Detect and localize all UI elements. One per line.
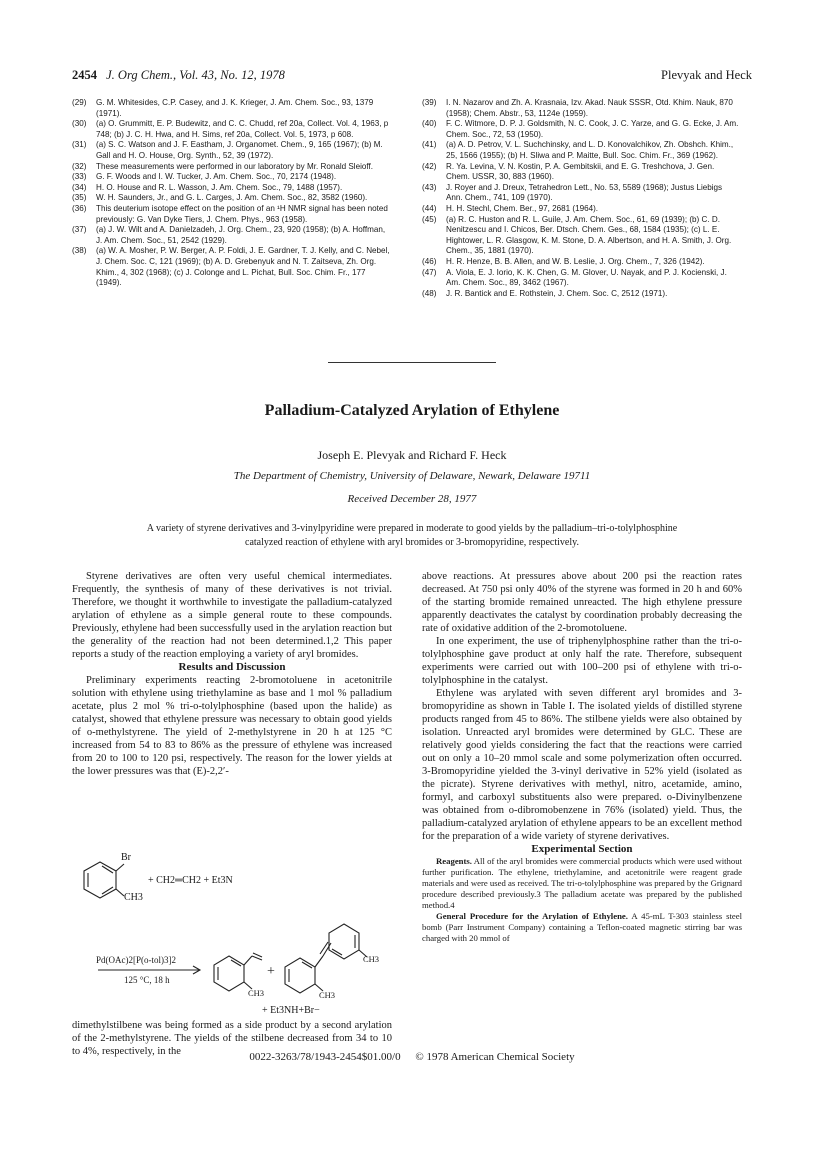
running-authors: Plevyak and Heck [661,68,752,82]
reference-item [72,225,390,246]
reference-item [422,257,740,268]
reference-item [72,246,390,288]
article-authors: Joseph E. Plevyak and Richard F. Heck [317,448,507,462]
body-column-left [72,570,392,778]
section-divider [328,362,496,363]
reference-number: (31) [72,140,87,150]
reference-item [422,289,740,300]
copyright-notice: © 1978 American Chemical Society [415,1051,575,1063]
reference-number: (30) [72,119,87,129]
results-paragraph-continued: dimethylstilbene was being formed as a side product by a second arylation of the 2-methylstyrene. The yields of the stilbene decreased from 34 to 10 to 4%, respectively, in the [72,1020,392,1057]
results-paragraph-4: Ethylene was arylated with seven different aryl bromides and 3-bromopyridine as shown in Table I. The isolated yields of distilled styrene products ranged from 45 to 86%. The stilbene yields were also obtained by isolation. Unreacted aryl bromides were determined by GLC. These are relatively good yields considering the fact that the reactions were carried out on only a 10–20 mmol scale and some polymerization often occurred. 3-Bromopyridine yielded the 3-vinyl derivative in 52% yield (isolated as the picrate). Styrene derivatives with methyl, nitro, acetamide, amino, formyl, and carboxyl substituents also were prepared. o-Divinylbenzene was obtained from o-dibromobenzene in 76% (isolated) yield. Thus, the palladium-catalyzed arylation of ethylene appears to be an excellent method for the preparation of a wide variety of styrene derivatives. [422,688,742,842]
reference-number: (32) [72,161,87,171]
body-column-right [422,570,742,944]
reference-text: W. H. Saunders, Jr., and G. L. Carges, J. Am. Chem. Soc., 82, 3582 (1960). [96,193,368,203]
reference-item [422,140,740,161]
reference-text: (a) S. C. Watson and J. F. Eastham, J. Organomet. Chem., 9, 165 (1967); (b) M. Gall and H. O. House, Org. Synth., 52, 39 (1972). [96,140,383,160]
reagents-heading: Reagents. [436,856,472,866]
reference-item [72,204,390,225]
reference-text: J. R. Bantick and E. Rothstein, J. Chem. Soc. C, 2512 (1971). [446,288,668,298]
article-affiliation: The Department of Chemistry, University of Delaware, Newark, Delaware 19711 [233,470,591,482]
label-ch3-product1: CH3 [248,988,265,998]
reference-item [422,215,740,257]
reference-text: F. C. Witmore, D. P. J. Goldsmith, N. C. Cook, J. C. Yarze, and G. G. Ecke, J. Am. Chem. Soc., 72, 53 (1950). [446,119,739,139]
reference-number: (37) [72,225,87,235]
experimental-body [422,856,742,944]
reference-text: H. H. Stechl, Chem. Ber., 97, 2681 (1964). [446,203,599,213]
reference-text: (a) W. A. Mosher, P. W. Berger, A. P. Foldi, J. E. Gardner, T. J. Kelly, and C. Nebel, J. Chem. Soc. C, 121 (1969); (b) A. D. Grebenyuk and N. T. Zaitseva, Zh. Org. Khim., 4, 302 (1968); (c) J. Colonge and L. Pichat, Bull. Soc. Chim. Fr., 177 (1949). [96,246,390,288]
reference-item [422,162,740,183]
reference-item [72,162,390,173]
page-number: 2454 [72,68,97,82]
journal-citation: J. Org Chem., Vol. 43, No. 12, 1978 [106,68,285,82]
references-right [422,98,740,299]
reference-text: H. O. House and R. L. Wasson, J. Am. Chem. Soc., 79, 1488 (1957). [96,182,343,192]
running-header [72,68,752,86]
reaction-scheme [72,848,402,1008]
reference-item [422,98,740,119]
reference-item [422,204,740,215]
reference-number: (33) [72,172,87,182]
reference-item [72,140,390,161]
reference-number: (40) [422,119,437,129]
label-plus: + [267,964,275,979]
reference-item [422,119,740,140]
reference-number: (45) [422,214,437,224]
reference-number: (44) [422,203,437,213]
reference-text: J. Royer and J. Dreux, Tetrahedron Lett., No. 53, 5589 (1968); Justus Liebigs Ann. Chem., 741, 109 (1970). [446,182,723,203]
reference-number: (35) [72,193,87,203]
label-byproduct: + Et3NH+Br− [262,1005,320,1016]
results-heading: Results and Discussion [178,661,286,673]
reference-text: This deuterium isotope effect on the position of an ¹H NMR signal has been noted previously: G. Van Dyke Tiers, J. Chem. Phys., 963 (1958). [96,203,388,224]
reference-text: A. Viola, E. J. Iorio, K. K. Chen, G. M. Glover, U. Nayak, and P. J. Kocienski, J. Am. Chem. Soc., 89, 3462 (1967). [446,267,727,288]
results-paragraph-3: In one experiment, the use of triphenylphosphine rather than the tri-o-tolylphosphine gave product at only half the rate. Therefore, subsequent experiments were carried out with 100–200 psi of ethylene with tri-o-tolylphosphine in the catalyst. [422,636,742,686]
reference-text: I. N. Nazarov and Zh. A. Krasnaia, Izv. Akad. Nauk SSSR, Otd. Khim. Nauk, 870 (1958); Chem. Abstr., 53, 1124e (1959). [446,98,733,118]
reaction-scheme-graphic [72,848,402,1008]
reference-text: R. Ya. Levina, V. N. Kostin, P. A. Gembitskii, and E. G. Treshchova, J. Gen. Chem. USSR, 30, 883 (1960). [446,161,715,182]
label-ch3-product2b: CH3 [363,954,380,964]
reference-number: (43) [422,182,437,192]
reference-text: (a) O. Grummitt, E. P. Budewitz, and C. C. Chudd, ref 20a, Collect. Vol. 4, 1963, p 748; (b) J. C. H. Hwa, and H. Sims, ref 20a, Collect. Vol. 5, 1973, p 608. [96,119,389,139]
reference-number: (39) [422,98,437,107]
label-conditions: 125 °C, 18 h [124,975,170,985]
general-procedure-text: A 45-mL T-303 stainless steel bomb (Parr Instrument Company) containing a Teflon-coated magnetic stirring bar was charged with 20 mmol of [422,911,743,943]
reference-text: (a) A. D. Petrov, V. L. Suchchinsky, and L. D. Konovalchikov, Zh. Obshch. Khim., 25, 1566 (1955); (b) H. Sliwa and P. Maitte, Bull. Soc. Chim. Fr., 369 (1962). [446,140,734,160]
reference-number: (38) [72,246,87,256]
reference-number: (41) [422,140,437,150]
reference-number: (48) [422,288,437,298]
reference-item [72,119,390,140]
reference-item [72,172,390,183]
reference-item [72,98,390,119]
results-paragraph-2: above reactions. At pressures above about 200 psi the reaction rates decreased. At 750 psi only 40% of the styrene was formed in 20 h and 60% of the starting bromide remained unreacted. The high ethylene pressure apparently deactivates the catalyst by coordination probably decreasing the rate of oxidative addition of the 2-bromotoluene. [422,571,742,634]
received-date: Received December 28, 1977 [347,493,477,505]
reference-text: These measurements were performed in our laboratory by Mr. Ronald Sleioff. [96,161,373,171]
results-paragraph: Preliminary experiments reacting 2-bromotoluene in acetonitrile solution with ethylene using triethylamine as base and 1 mol % palladium acetate, plus 2 mol % tri-o-tolylphosphine (based upon the halide) as catalyst, showed that ethylene pressure was necessary to obtain good yields of o-methylstyrene. The yield of 2-methylstyrene in 20 h at 125 °C increased from 54 to 83 to 86% as the pressure of ethylene was increased from 20 to 100 to 120 psi, respectively. The reason for the lower yields at the lower pressures was that (E)-2,2′- [72,675,392,777]
label-br: Br [121,852,131,863]
bromotoluene-ring [84,862,116,898]
article-code: 0022-3263/78/1943-2454$01.00/0 [249,1051,401,1063]
reference-number: (34) [72,182,87,192]
reference-text: G. M. Whitesides, C.P. Casey, and J. K. Krieger, J. Am. Chem. Soc., 93, 1379 (1971). [96,98,374,118]
header-left [72,68,285,83]
reference-item [72,183,390,194]
reference-item [72,193,390,204]
reference-number: (46) [422,256,437,266]
label-catalyst: Pd(OAc)2[P(o-tol)3]2 [96,955,176,965]
article-title: Palladium-Catalyzed Arylation of Ethylene [264,402,560,419]
reference-text: (a) J. W. Wilt and A. Danielzadeh, J. Org. Chem., 23, 920 (1958); (b) A. Hoffman, J. Am. Chem. Soc., 51, 2542 (1929). [96,225,386,245]
reference-number: (29) [72,98,87,107]
reference-text: (a) R. C. Huston and R. L. Guile, J. Am. Chem. Soc., 61, 69 (1939); (b) C. D. Nenitzescu and I. Chicos, Ber. Dtsch. Chem. Ges., 68, 1584 (1935); (c) L. E. Hightower, L. R. Glasgow, K. M. Stone, D. A. Albertson, and H. A. Smith, J. Org. Chem., 35, 1881 (1970). [446,214,732,256]
reference-number: (42) [422,161,437,171]
general-procedure-paragraph [422,911,742,944]
reference-item [422,183,740,204]
reference-number: (36) [72,203,87,213]
references-left [72,98,390,289]
label-ch3-start: CH3 [124,892,143,903]
reference-text: G. F. Woods and I. W. Tucker, J. Am. Chem. Soc., 70, 2174 (1948). [96,172,337,182]
label-reagents: + CH2═CH2 + Et3N [148,875,233,886]
reference-item [422,268,740,289]
reference-text: H. R. Henze, B. B. Allen, and W. B. Leslie, J. Org. Chem., 7, 326 (1942). [446,256,705,266]
intro-paragraph: Styrene derivatives are often very useful chemical intermediates. Frequently, the synthesis of many of these derivatives is not trivial. Therefore, we thought it worthwhile to investigate the palladium-catalyzed arylation of ethylene as a simple general route to these compounds. Previously, ethylene had been successfully used in the arylation reaction but the generality of the reaction had not been determined.1,2 This paper reports a study of the reaction employing a variety of aryl bromides. [72,571,392,660]
reference-number: (47) [422,267,437,277]
reagents-text: All of the aryl bromides were commercial products which were used without further purification. The ethylene, triethylamine, and acetonitrile were reagent grade materials and were used as received. The tri-o-tolylphosphine was prepared by the Grignard procedure described previously.3 The palladium acetate was prepared by the published method.4 [422,856,743,910]
reagents-paragraph [422,856,742,911]
general-procedure-heading: General Procedure for the Arylation of Ethylene. [436,911,628,921]
page-footer [72,1051,752,1063]
abstract: A variety of styrene derivatives and 3-vinylpyridine were prepared in moderate to good yields by the palladium–tri-o-tolylphosphine catalyzed reaction of ethylene with aryl bromides or 3-bromopyridine, respectively. [146,523,678,548]
label-ch3-product2a: CH3 [319,990,336,1000]
experimental-heading: Experimental Section [531,843,633,855]
